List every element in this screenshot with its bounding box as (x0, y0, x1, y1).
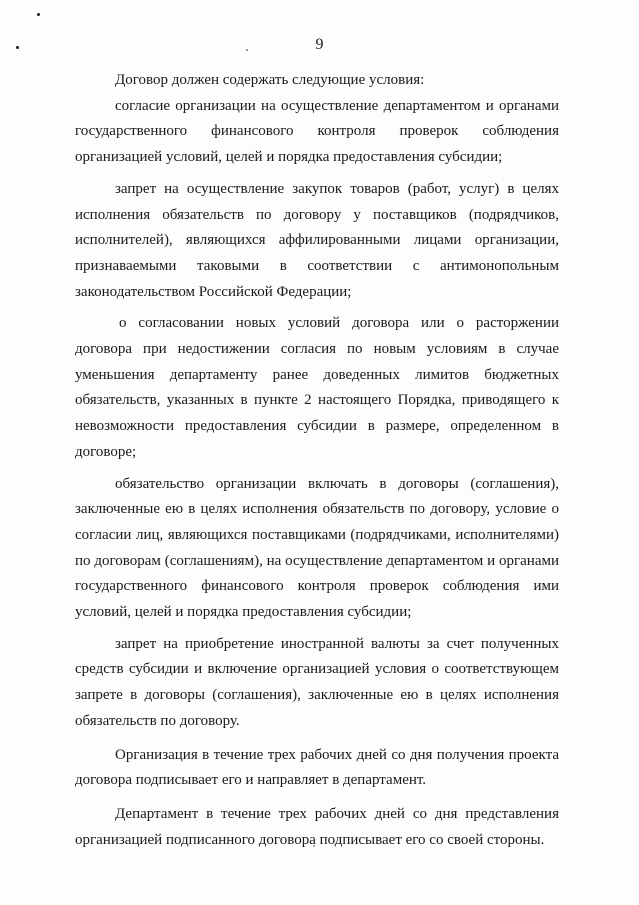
page-number: 9 (315, 36, 324, 53)
paragraph-condition-termination: о согласовании новых условий договора или о расторжении договора при недостижении согласия по новым условиям в случае уменьшения департаменту ранее доведенных лимитов бюджетных обязательств, указанных в пункте 2 настоящего Порядка, приводящего к невозможности предоставления субсидии в размере, определенном в договоре; (75, 315, 559, 460)
paragraph-intro: Договор должен содержать следующие условия: (115, 72, 425, 88)
scan-speck (37, 13, 40, 16)
paragraph-organization-signing: Организация в течение трех рабочих дней со дня получения проекта договора подписывает его и направляет в департамент. (75, 746, 559, 789)
paragraph-condition-affiliated-ban: запрет на осуществление закупок товаров (работ, услуг) в целях исполнения обязательств по договору у поставщиков (подрядчиков, исполнителей), являющихся аффилированными лицами организации, признаваемыми таковыми в соответствии с антимонопольным законодательством Российской Федерации; (75, 180, 559, 300)
paragraph-condition-currency-ban: запрет на приобретение иностранной валюты за счет полученных средств субсидии и включение организацией условия о соответствующем запрете в договоры (соглашения), заключенные ею в целях исполнения обязательств по договору. (75, 635, 559, 729)
paragraph-condition-inspection-consent: согласие организации на осуществление департаментом и органами государственного финансового контроля проверок соблюдения организацией условий, целей и порядка предоставления субсидии; (75, 97, 559, 166)
document-body (75, 68, 559, 853)
paragraph-condition-subcontract-consent: обязательство организации включать в договоры (соглашения), заключенные ею в целях исполнения обязательств по договору, условие о согласии лиц, являющихся поставщиками (подрядчиками, исполнителями) по договорам (соглашениям), на осуществление департаментом и органами государственного финансового контроля проверок соблюдения ими условий, целей и порядка предоставления субсидии; (75, 475, 559, 621)
paragraph-department-signing: Департамент в течение трех рабочих дней со дня представления организацией подписанного договора подписывает его со своей стороны. (75, 805, 559, 848)
